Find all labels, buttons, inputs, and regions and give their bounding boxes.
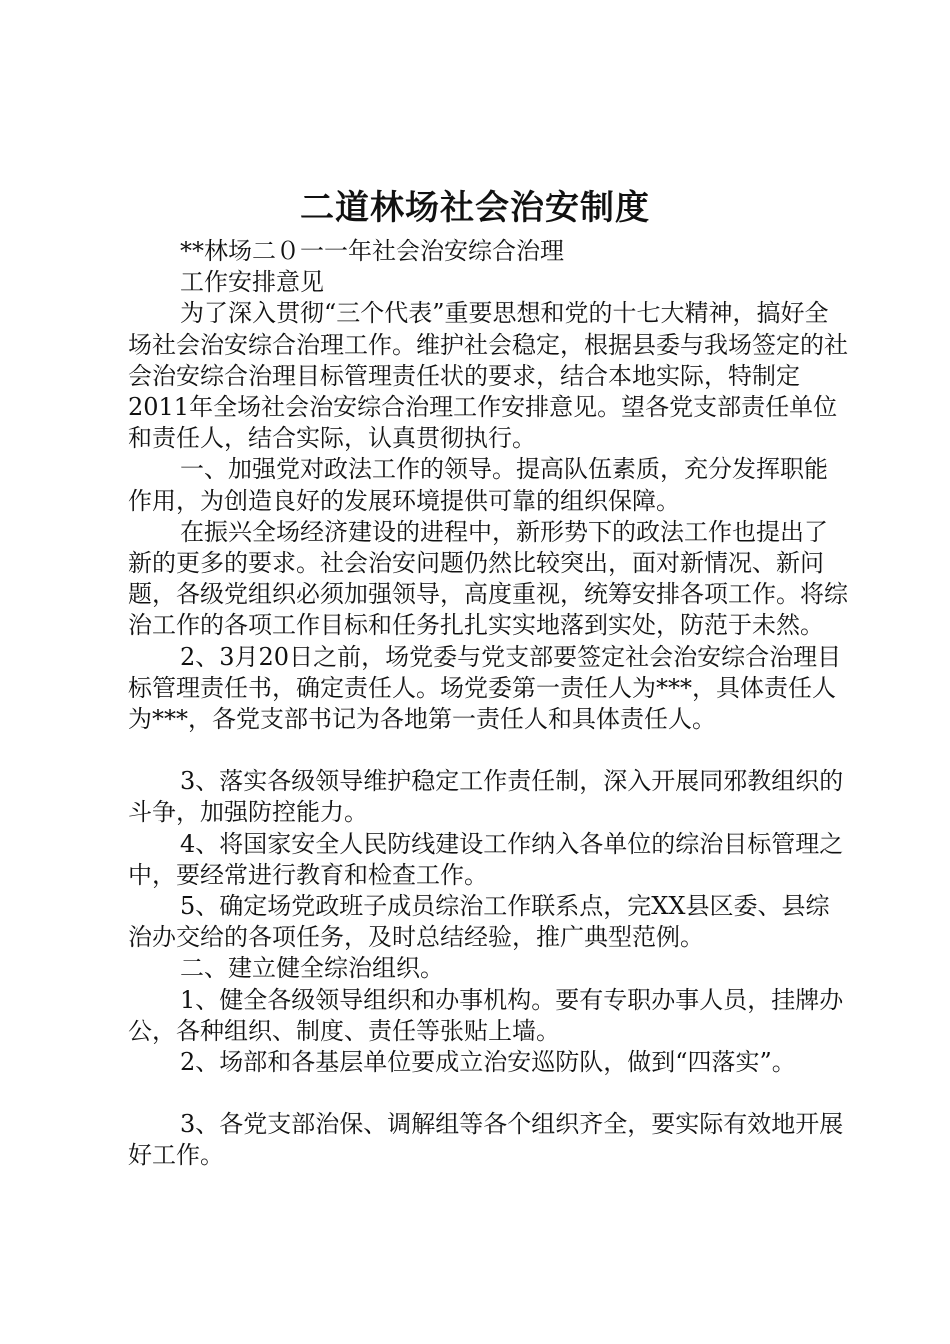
paragraph-gap bbox=[128, 735, 850, 766]
paragraph-section-2-heading: 二、建立健全综治组织。 bbox=[180, 954, 444, 983]
paragraph-gap bbox=[128, 1078, 850, 1109]
paragraph-section-1-heading: 一、加强党对政法工作的领导。提高队伍素质，充分发挥职能作用，为创造良好的发展环境提供可靠的组织保障。 bbox=[128, 455, 828, 515]
paragraph-subtitle-2: 工作安排意见 bbox=[180, 268, 324, 297]
paragraph-section-1-body: 在振兴全场经济建设的进程中，新形势下的政法工作也提出了新的更多的要求。社会治安问题仍然比较突出，面对新情况、新问题，各级党组织必须加强领导，高度重视，统筹安排各项工作。将综治工作的各项工作目标和任务扎扎实实地落到实处，防范于未然。 bbox=[128, 517, 848, 640]
paragraph-item-3: 3、落实各级领导维护稳定工作责任制，深入开展同邪教组织的斗争，加强防控能力。 bbox=[128, 767, 844, 827]
paragraph-subtitle-1: **林场二０一一年社会治安综合治理 bbox=[180, 237, 564, 265]
paragraph-section-2-item-1: 1、健全各级领导组织和办事机构。要有专职办事人员，挂牌办公，各种组织、制度、责任等张贴上墙。 bbox=[128, 985, 844, 1045]
paragraph-item-5: 5、确定场党政班子成员综治工作联系点，完XX县区委、县综治办交给的各项任务，及时总结经验，推广典型范例。 bbox=[128, 892, 830, 952]
paragraph-section-2-item-3: 3、各党支部治保、调解组等各个组织齐全，要实际有效地开展好工作。 bbox=[128, 1110, 844, 1170]
paragraph-intro: 为了深入贯彻“三个代表”重要思想和党的十七大精神，搞好全场社会治安综合治理工作。维护社会稳定，根据县委与我场签定的社会治安综合治理目标管理责任状的要求，结合本地实际，特制定2011年全场社会治安综合治理工作安排意见。望各党支部责任单位和责任人，结合实际，认真贯彻执行。 bbox=[128, 299, 848, 453]
document-body bbox=[128, 236, 850, 1172]
paragraph-item-4: 4、将国家安全人民防线建设工作纳入各单位的综治目标管理之中，要经常进行教育和检查工作。 bbox=[128, 829, 844, 889]
paragraph-section-2-item-2: 2、场部和各基层单位要成立治安巡防队，做到“四落实”。 bbox=[180, 1048, 796, 1077]
paragraph-item-2: 2、3月20日之前，场党委与党支部要签定社会治安综合治理目标管理责任书，确定责任人。场党委第一责任人为***，具体责任人为***，各党支部书记为各地第一责任人和具体责任人。 bbox=[128, 642, 842, 734]
document-title: 二道林场社会治安制度 bbox=[300, 188, 650, 228]
